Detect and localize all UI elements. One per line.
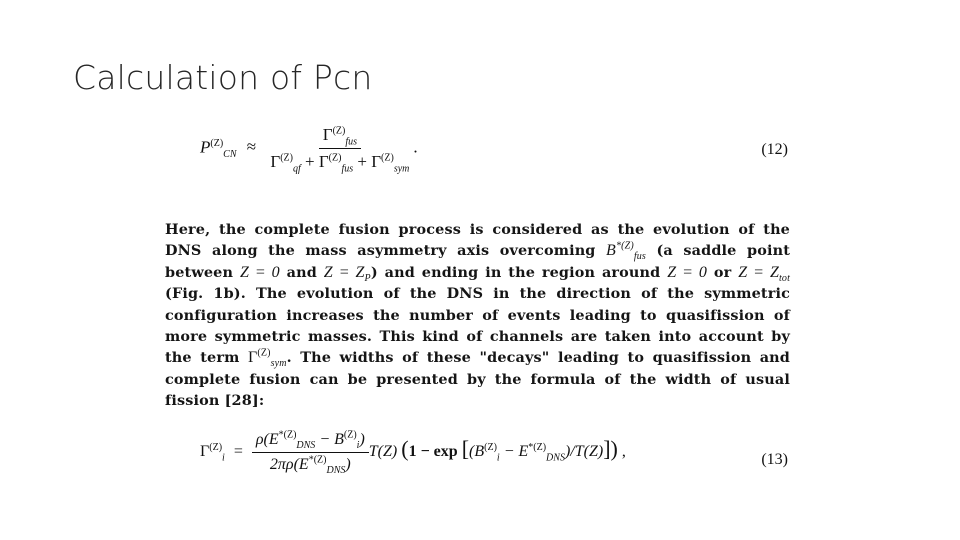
math-gamma-sym: $\Gamma^{(Z)}_{sym}$ (247, 348, 287, 370)
equation-12 (160, 117, 800, 187)
equation-12-body: $P^{(Z)}_{CN}$ ≈ $\Gamma^{(Z)}_{fus}$ $\Gamma^{(Z)}_{qf} + \Gamma^{(Z)}_{fus} + \Gamma^{(Z)}_{sym}$ . (200, 125, 418, 175)
slide-title: Calculation of Pcn (73, 58, 373, 97)
paper-excerpt-image (160, 115, 800, 495)
equation-number-13: (13) (761, 451, 788, 468)
math-z-p: $Z = Z_P$ (323, 263, 371, 284)
equation-13-body: $\Gamma^{(Z)}_i$ = $\frac{\rho(E^{*(Z)}_{DNS} - B^{(Z)}_i)}{2\pi\rho(E^{*(Z)}_{DNS})}$ T(Z) $(1 - \exp [(B^{(Z)}_i - E^{*(Z)}_{DNS})/T(Z)])$ , (200, 429, 626, 477)
math-b-fus: $B^{*(Z)}_{fus}$ (606, 241, 646, 263)
math-z-tot: $Z = Z_{tot}$ (738, 263, 791, 284)
equation-number-12: (12) (761, 141, 788, 158)
equation-13-fraction: $\frac{\rho(E^{*(Z)}_{DNS} - B^{(Z)}_i)}{2\pi\rho(E^{*(Z)}_{DNS})}$ (252, 431, 369, 474)
equation-13 (160, 427, 800, 497)
equation-12-fraction: $\Gamma^{(Z)}_{fus}$ $\Gamma^{(Z)}_{qf} + \Gamma^{(Z)}_{fus} + \Gamma^{(Z)}_{sym}$ (270, 125, 410, 175)
body-paragraph: Here, the complete fusion process is considered as the evolution of the DNS along the mass asymmetry axis overcoming $B^{*(Z)}_{fus}$ (a saddle point between Z = 0 and $Z = Z_P$) and ending in the region around Z = 0 or $Z = Z_{tot}$ (Fig. 1b). The evolution of the DNS in the direction of the symmetric configuration increases the number of events leading to quasifission of more symmetric masses. This kind of channels are taken into account by the term $\Gamma^{(Z)}_{sym}$. The widths of these "decays" leading to quasifission and complete fusion can be presented by the formula of the width of usual fission [28]: (165, 221, 791, 410)
